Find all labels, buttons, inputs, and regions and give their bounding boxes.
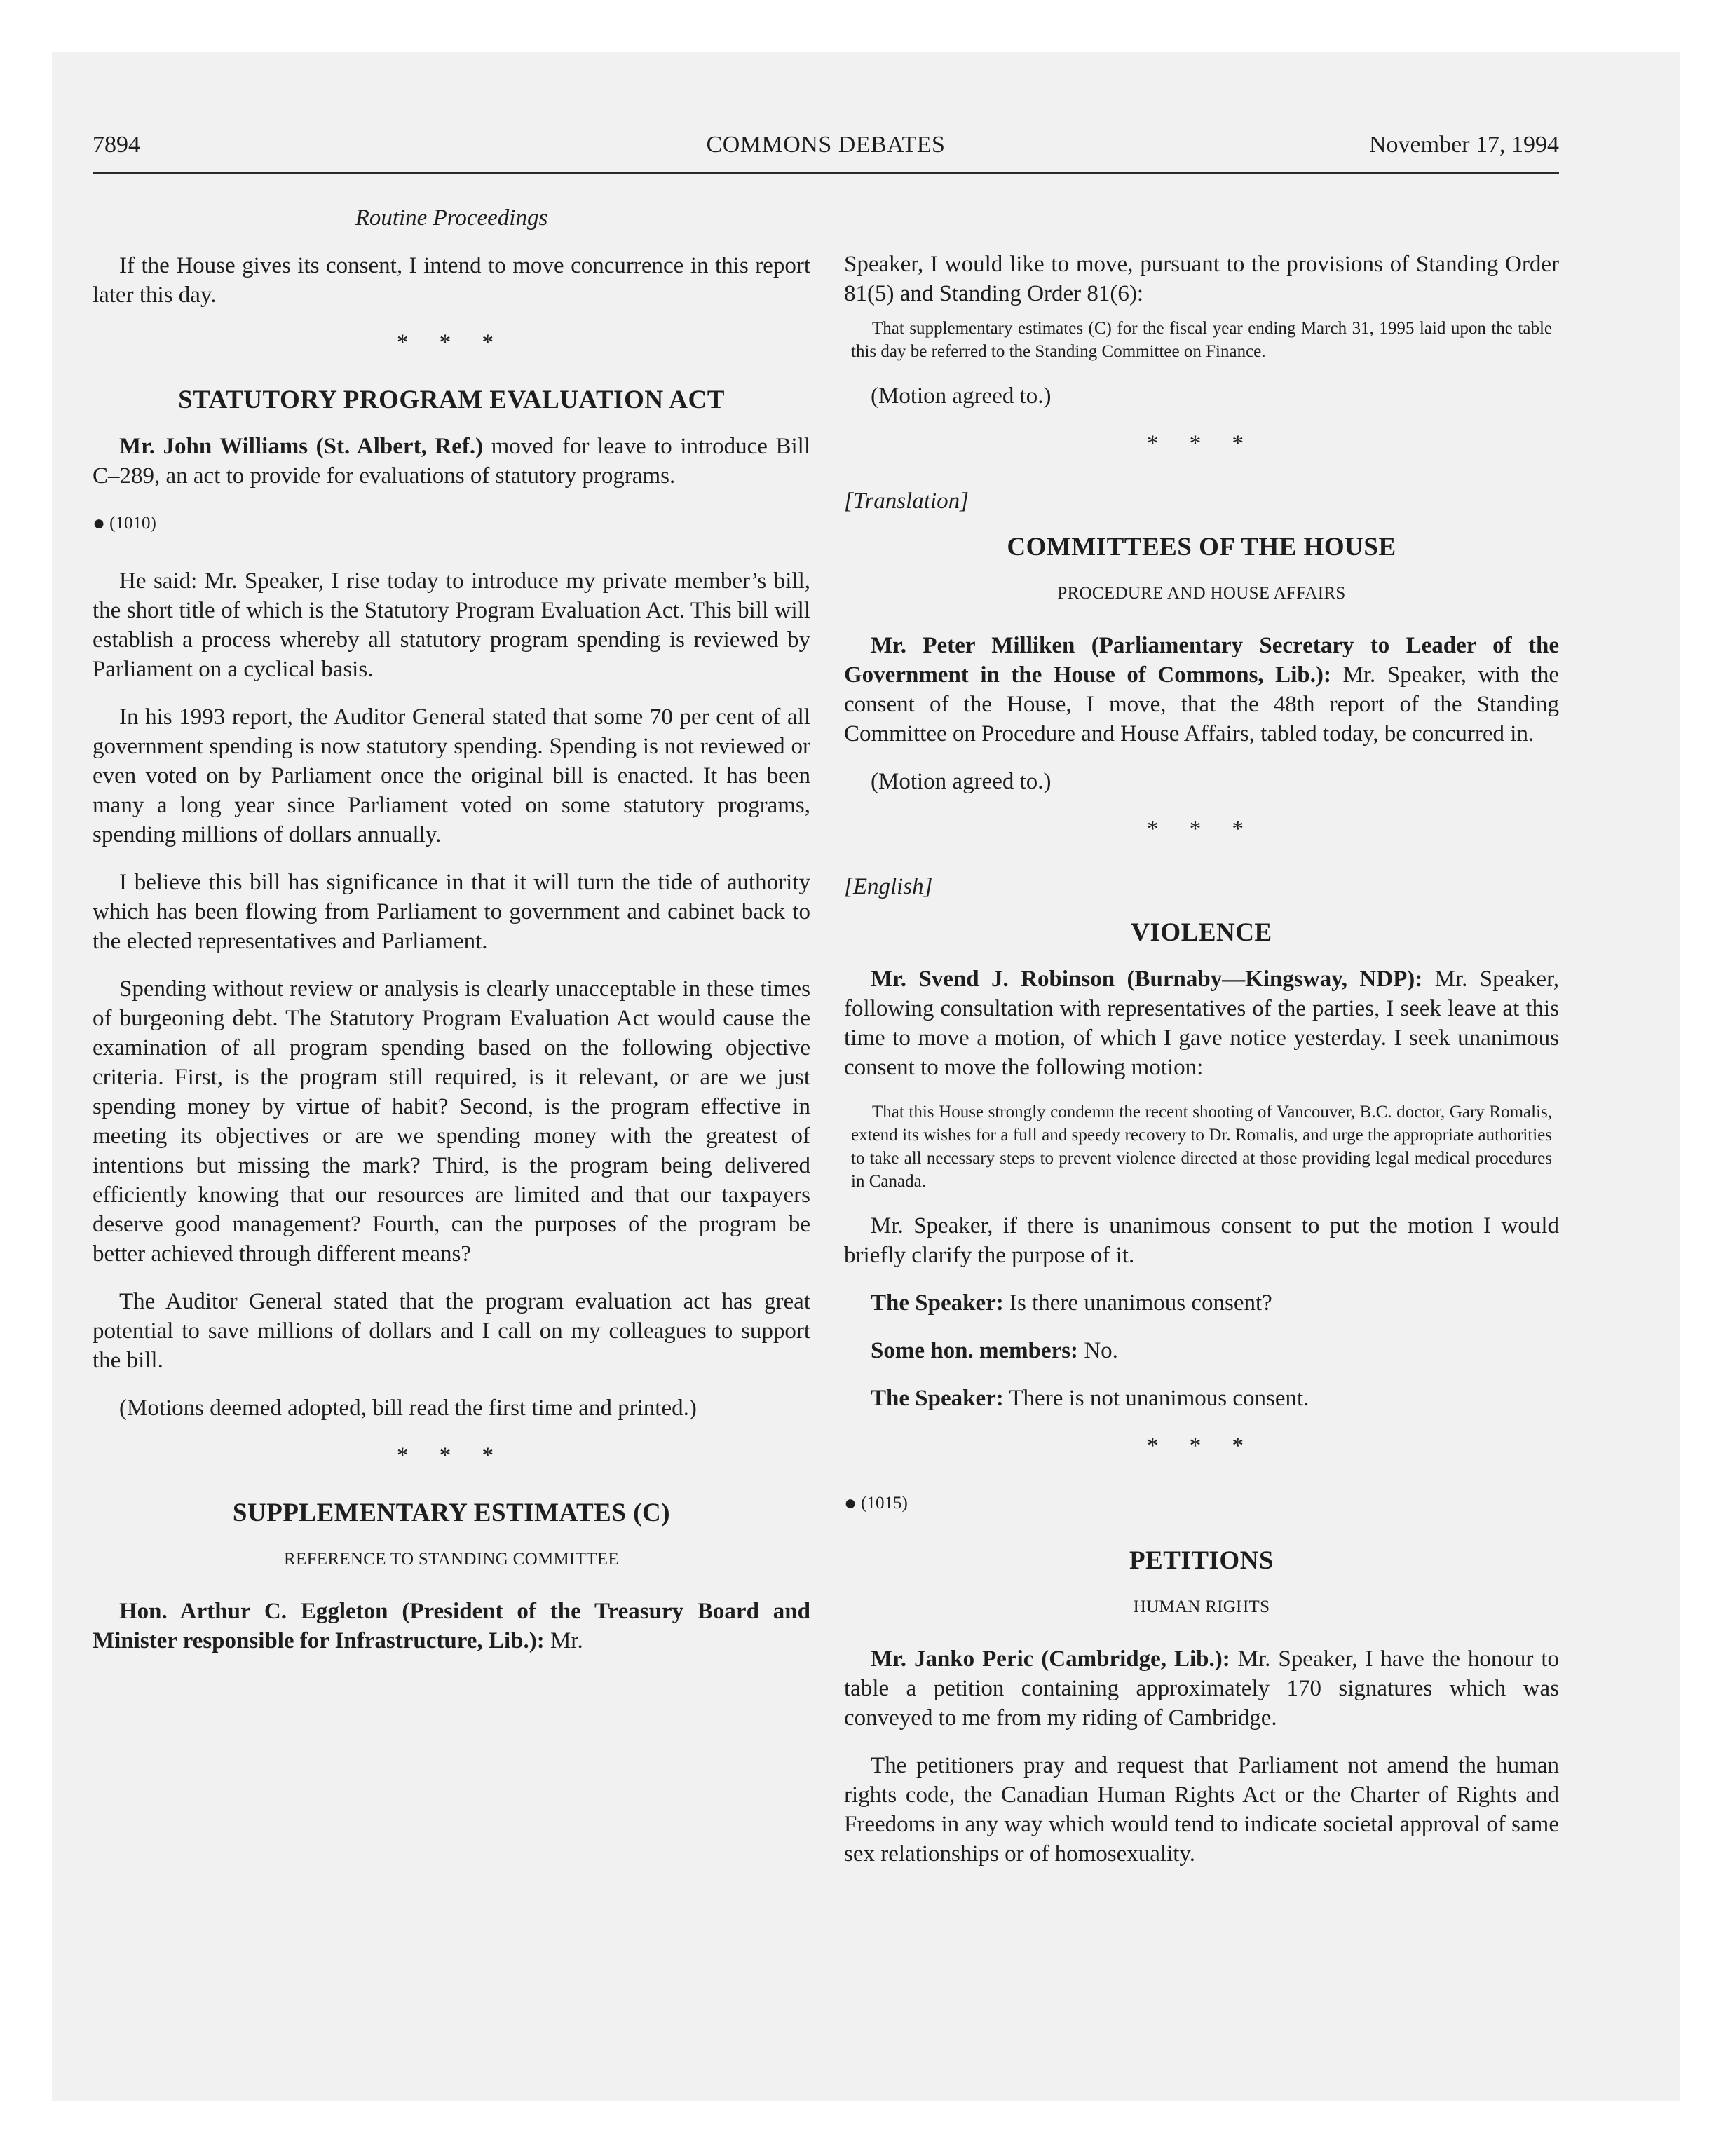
- speech-paragraph: [844, 1288, 1559, 1318]
- speech-text: No.: [1078, 1338, 1118, 1363]
- language-marker: [Translation]: [844, 489, 969, 514]
- paragraph: I believe this bill has significance in that it will turn the tide of authority which has been flowing from Parliament to government and cabinet back to the elected representatives and Parliament.: [93, 870, 810, 954]
- speech-text: Mr. Speaker, with the consent of the House, I move, that the 48th report of the Standing Committee on Procedure and House Affairs, tabled today, be concurred in.: [844, 662, 1559, 746]
- speech-paragraph: [844, 1644, 1559, 1733]
- section-label: Routine Proceedings: [355, 205, 548, 231]
- speaker-name: Mr. Svend J. Robinson (Burnaby—Kingsway, NDP):: [871, 967, 1423, 992]
- section-heading: SUPPLEMENTARY ESTIMATES (C): [232, 1499, 671, 1527]
- speech-text: Mr.: [544, 1628, 583, 1653]
- paragraph: The Auditor General stated that the program evaluation act has great potential to save millions of dollars and I call on my colleagues to support the bill.: [93, 1289, 810, 1373]
- paragraph: (Motion agreed to.): [871, 769, 1052, 794]
- section-heading: PETITIONS: [1129, 1546, 1274, 1575]
- paragraph: (Motions deemed adopted, bill read the first time and printed.): [119, 1396, 697, 1421]
- speaker-name: Mr. John Williams (St. Albert, Ref.): [119, 434, 484, 459]
- timestamp: [844, 1489, 1559, 1518]
- speaker-name: Mr. Janko Peric (Cambridge, Lib.):: [871, 1646, 1230, 1672]
- speaker-name: Hon. Arthur C. Eggleton (President of the Treasury Board and Minister responsible for Infrastructure, Lib.):: [93, 1599, 810, 1653]
- motion-quote: That this House strongly condemn the recent shooting of Vancouver, B.C. doctor, Gary Romalis, extend its wishes for a full and speedy recovery to Dr. Romalis, and urge the appropriate authorities to take all necessary steps to prevent violence directed at those providing legal medical procedures in Canada.: [851, 1103, 1552, 1191]
- section-subheading: PROCEDURE AND HOUSE AFFAIRS: [1057, 584, 1346, 603]
- section-separator: * * *: [397, 1443, 506, 1468]
- speech-paragraph: [844, 631, 1559, 749]
- section-subheading: HUMAN RIGHTS: [1133, 1597, 1270, 1616]
- speech-text: There is not unanimous consent.: [1003, 1386, 1309, 1411]
- paragraph: Mr. Speaker, if there is unanimous consent to put the motion I would briefly clarify the purpose of it.: [844, 1213, 1559, 1268]
- bullet-icon: ●: [844, 1492, 857, 1515]
- speech-paragraph: [93, 432, 810, 491]
- section-separator: * * *: [1147, 431, 1256, 456]
- paragraph-continued: Speaker, I would like to move, pursuant to the provisions of Standing Order 81(5) and Standing Order 81(6):: [844, 252, 1559, 306]
- publication-date: November 17, 1994: [1368, 132, 1559, 158]
- speech-paragraph: [844, 1336, 1559, 1365]
- speech-text: Mr. Speaker, following consultation with representatives of the parties, I seek leave at this time to move a motion, of which I gave notice yesterday. I seek unanimous consent to move the following motion:: [844, 967, 1559, 1080]
- paragraph: He said: Mr. Speaker, I rise today to introduce my private member’s bill, the short title of which is the Statutory Program Evaluation Act. This bill will establish a process whereby all statutory program spending is reviewed by Parliament on a cyclical basis.: [93, 568, 810, 682]
- section-subheading: REFERENCE TO STANDING COMMITTEE: [284, 1550, 619, 1569]
- speech-text: Is there unanimous consent?: [1003, 1290, 1272, 1316]
- speech-paragraph: [844, 964, 1559, 1082]
- speech-paragraph: [844, 1384, 1559, 1413]
- speaker-name: Some hon. members:: [871, 1338, 1079, 1363]
- page-number: 7894: [93, 132, 140, 158]
- motion-quote: That supplementary estimates (C) for the fiscal year ending March 31, 1995 laid upon the table this day be referred to the Standing Committee on Finance.: [851, 319, 1552, 361]
- speaker-name: The Speaker:: [871, 1290, 1004, 1316]
- section-heading: COMMITTEES OF THE HOUSE: [1007, 533, 1396, 561]
- timestamp-text: (1015): [861, 1494, 908, 1513]
- right-column: [844, 250, 1559, 1887]
- speaker-name: Mr. Peter Milliken (Parliamentary Secretary to Leader of the Government in the House of Commons, Lib.):: [844, 633, 1559, 688]
- left-column: [93, 203, 810, 1674]
- speech-text: moved for leave to introduce Bill C–289, an act to provide for evaluations of statutory programs.: [93, 434, 810, 489]
- section-separator: * * *: [397, 330, 506, 355]
- speaker-name: The Speaker:: [871, 1386, 1004, 1411]
- section-heading: STATUTORY PROGRAM EVALUATION ACT: [178, 386, 725, 414]
- paragraph: If the House gives its consent, I intend to move concurrence in this report later this day.: [93, 253, 810, 308]
- timestamp: [93, 509, 810, 538]
- page-header: [93, 132, 1559, 172]
- paragraph: (Motion agreed to.): [871, 383, 1052, 409]
- publication-title: COMMONS DEBATES: [706, 132, 946, 158]
- paragraph: Spending without review or analysis is clearly unacceptable in these times of burgeoning debt. The Statutory Program Evaluation Act would cause the examination of all program spending based on the following objective criteria. First, is the program still required, is it relevant, or are we just spending money by virtue of habit? Second, is the program effective in meeting its objectives or are we spending money with the greatest of intentions but missing the mark? Third, is the program being delivered efficiently knowing that our resources are limited and that our taxpayers deserve good management? Fourth, can the purposes of the program be better achieved through different means?: [93, 976, 810, 1267]
- bullet-icon: ●: [93, 512, 106, 535]
- paragraph: The petitioners pray and request that Parliament not amend the human rights code, the Canadian Human Rights Act or the Charter of Rights and Freedoms in any way which would tend to indicate societal approval of same sex relationships or of homosexuality.: [844, 1753, 1559, 1867]
- language-marker: [English]: [844, 874, 933, 899]
- paragraph: In his 1993 report, the Auditor General stated that some 70 per cent of all government spending is now statutory spending. Spending is not reviewed or even voted on by Parliament once the original bill is enacted. It has been many a long year since Parliament voted on some statutory programs, spending millions of dollars annually.: [93, 704, 810, 847]
- section-separator: * * *: [1147, 817, 1256, 842]
- section-heading: VIOLENCE: [1131, 918, 1272, 947]
- header-rule: [93, 172, 1559, 174]
- timestamp-text: (1010): [109, 514, 156, 533]
- section-separator: * * *: [1147, 1433, 1256, 1459]
- speech-paragraph: [93, 1597, 810, 1656]
- speech-text: Mr. Speaker, I have the honour to table a petition containing approximately 170 signatures which was conveyed to me from my riding of Cambridge.: [844, 1646, 1559, 1731]
